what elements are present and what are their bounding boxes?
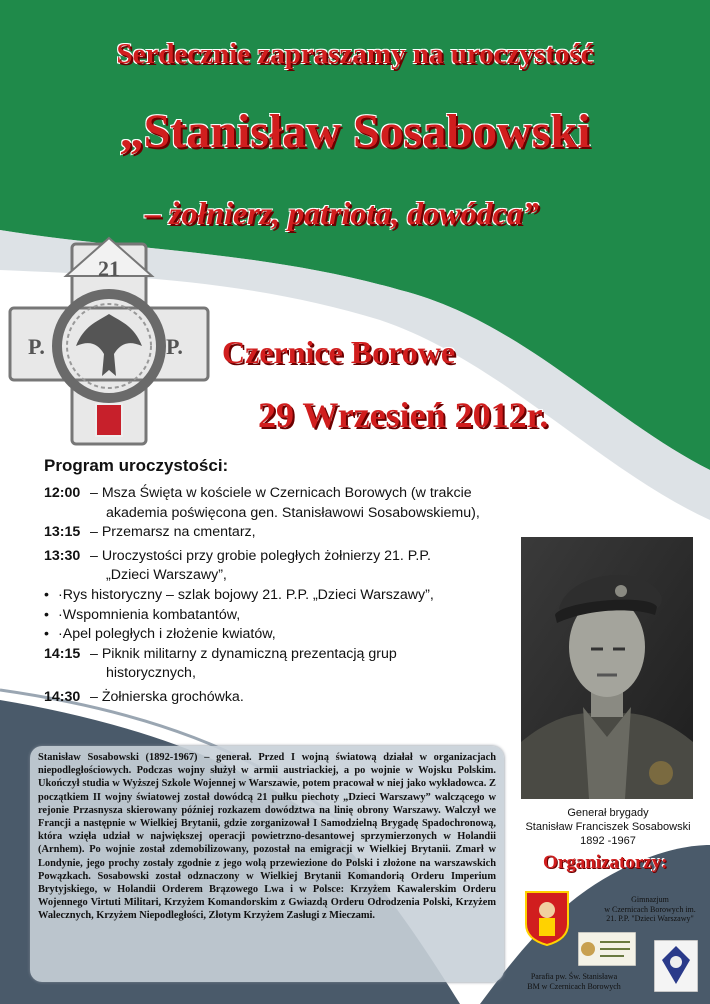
photo-caption: [510, 806, 706, 848]
organizers-title: Organizatorzy:: [543, 852, 668, 873]
general-portrait-photo: [521, 537, 693, 799]
school-line: w Czernicach Borowych im.: [604, 904, 696, 914]
program-time: 14:15: [44, 645, 81, 662]
program-time: 13:15: [44, 524, 81, 541]
main-title: „Stanisław Sosabowski: [119, 105, 591, 158]
program-bullet-item: [44, 625, 514, 645]
regiment-emblem-icon: [654, 940, 698, 992]
program-list: [44, 484, 514, 708]
program-text: – Żołnierska grochówka.: [90, 688, 244, 705]
invite-heading: Serdecznie zapraszamy na uroczystość: [116, 38, 594, 70]
bullet-icon: •: [44, 626, 49, 643]
program-time: 12:00: [44, 485, 81, 501]
program-text: – Uroczystości przy grobie poległych żołnierzy 21. P.P.: [90, 547, 431, 564]
program-item: [44, 484, 514, 504]
organizer-parish: [516, 972, 632, 991]
program-title: Program uroczystości:: [44, 456, 229, 475]
regiment-badge-icon: [6, 236, 212, 452]
caption-name: Stanisław Franciszek Sosabowski: [525, 821, 691, 833]
caption-years: 1892 -1967: [580, 835, 636, 847]
program-text: ·Wspomnienia kombatantów,: [58, 606, 241, 623]
program-item: [44, 645, 514, 665]
program-text: – Msza Święta w kościele w Czernicach Borowych (w trakcie: [90, 485, 472, 501]
program-item-continuation: [44, 504, 514, 524]
program-item: [44, 523, 514, 543]
program-item-continuation: [44, 664, 514, 684]
school-line: Gimnazjum: [631, 895, 669, 904]
badge-right-letter: P.: [166, 334, 183, 359]
program-text: – Przemarsz na cmentarz,: [90, 524, 256, 541]
program-item: [44, 547, 514, 567]
program-item: [44, 688, 514, 708]
program-text-cont: historycznych,: [106, 665, 196, 682]
organizer-school: [594, 895, 706, 924]
association-logo-icon: [578, 932, 636, 966]
badge-left-letter: P.: [28, 334, 45, 359]
parish-line: BM w Czernicach Borowych: [527, 981, 621, 991]
program-time: 13:30: [44, 547, 81, 564]
program-text-cont: akademia poświęcona gen. Stanisławowi Sosabowskiemu),: [106, 504, 480, 521]
program-text-cont: „Dzieci Warszawy”,: [106, 567, 227, 584]
badge-number: 21: [98, 256, 120, 281]
event-place: Czernice Borowe: [222, 334, 456, 370]
program-text: – Piknik militarny z dynamiczną prezentacją grup: [90, 645, 397, 662]
program-text: ·Rys historyczny – szlak bojowy 21. P.P. „Dzieci Warszawy”,: [58, 586, 434, 603]
school-line: 21. P.P. "Dzieci Warszawy": [606, 914, 694, 923]
program-time: 14:30: [44, 688, 81, 705]
bullet-icon: •: [44, 586, 49, 603]
program-bullet-item: [44, 586, 514, 606]
coat-of-arms-icon: [524, 890, 570, 946]
event-date: 29 Wrzesień 2012r.: [258, 395, 549, 435]
portrait-illustration-icon: [521, 537, 693, 799]
biography-box: [30, 746, 504, 982]
program-item-continuation: [44, 566, 514, 586]
caption-rank: Generał brygady: [567, 807, 649, 819]
bullet-icon: •: [44, 606, 49, 623]
parish-line: Parafia pw. Św. Stanisława: [530, 972, 618, 981]
subtitle: – żołnierz, patriota, dowódca”: [145, 195, 539, 231]
program-text: ·Apel poległych i złożenie kwiatów,: [58, 626, 276, 643]
biography-text: Stanisław Sosabowski (1892-1967) – generał. Przed I wojną światową działał w organizacjach niepodległościowych. Podczas wojny służył w armii austriackiej, a po wojnie w Wojsku Polskim. Ukończył studia w Wyższej Szkole Wojennej w Warszawie, potem pracował w niej jako wykładowca. Z początkiem II wojny światowej został dowódcą 21 pułku piechoty „Dzieci Warszawy” walczącego w rejonie Przasnysza skierowany później rozkazem dowództwa na linię obrony Warszawy. Walczył we Francji a następnie w Wielkiej Brytanii, gdzie zorganizował I Samodzielną Brygadę Spadochronową, która wzięła udział w największej operacji powietrzno-desantowej sprzymierzonych w Holandii (Arnhem). Po wojnie został zdemobilizowany, pozostał na emigracji w Wielkiej Brytanii. Zmarł w Londynie, jego prochy zostały zgodnie z jego wolą przewiezione do Polski i złożone na warszawskich Powązkach. Sosabowski został odznaczony w Wielkiej Brytanii Komandorią Orderu Imperium Brytyjskiego, w Holandii Orderem Brązowego Lwa i w Polsce: Krzyżem Kawalerskim Orderu Wojennego Virtuti Militari, Krzyżem Komandorskim z Gwiazdą Orderu Odrodzenia Polski, Krzyżem Walecznych, Krzyżem Niepodległości, Złotym Krzyżem Zasługi z Mieczami.: [38, 752, 496, 922]
program-bullet-item: [44, 606, 514, 626]
